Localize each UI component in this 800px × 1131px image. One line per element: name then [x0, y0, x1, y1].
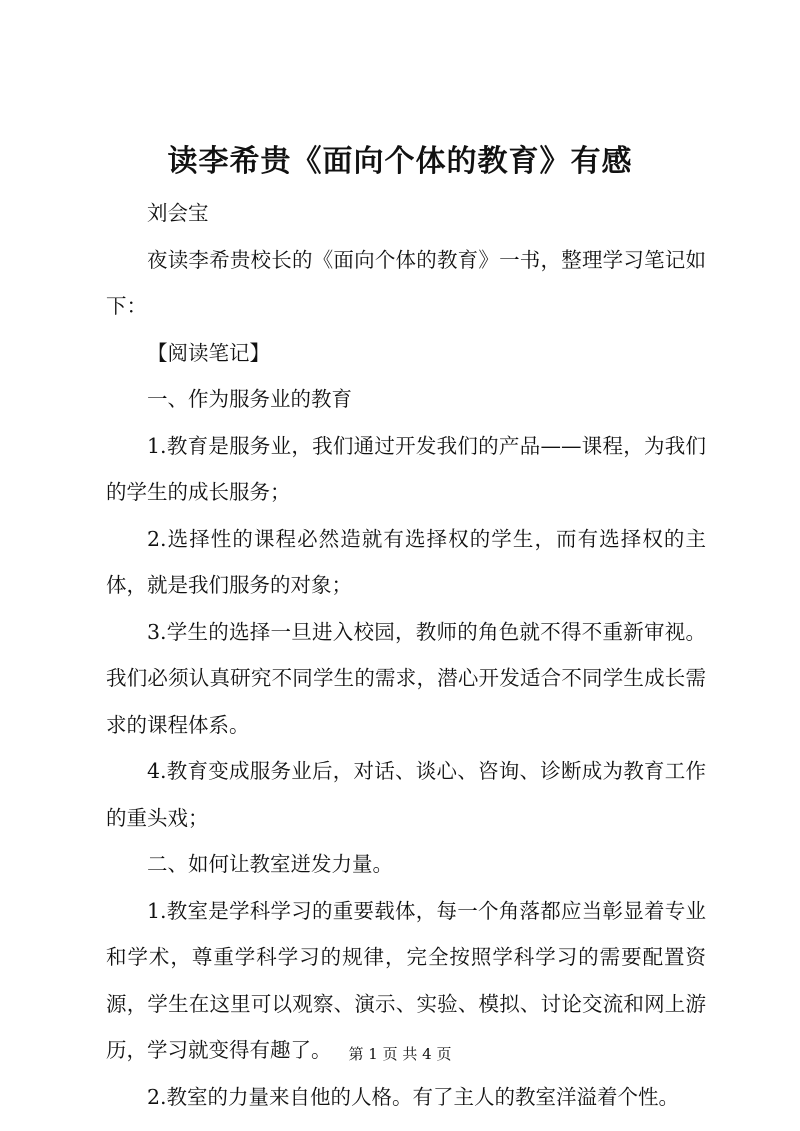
paragraph-intro: 夜读李希贵校长的《面向个体的教育》一书，整理学习笔记如下： — [106, 247, 706, 318]
paragraph-1-2: 2.选择性的课程必然造就有选择权的学生，而有选择权的主体，就是我们服务的对象； — [106, 526, 706, 597]
paragraph-1-1: 1.教育是服务业，我们通过开发我们的产品——课程，为我们的学生的成长服务； — [106, 433, 706, 504]
paragraph-2-2: 2.教室的力量来自他的人格。有了主人的教室洋溢着个性。 — [147, 1084, 680, 1109]
section-heading-1: 一、作为服务业的教育 — [147, 387, 352, 411]
author-line: 刘会宝 — [147, 201, 209, 225]
document-body — [106, 190, 706, 1120]
paragraph-1-3: 3.学生的选择一旦进入校园，教师的角色就不得不重新审视。我们必须认真研究不同学生的需求，潜心开发适合不同学生成长需求的课程体系。 — [106, 619, 706, 737]
document-title: 读李希贵《面向个体的教育》有感 — [167, 144, 633, 179]
page-footer: 第 1 页 共 4 页 — [348, 1045, 452, 1063]
paragraph-2-1: 1.教室是学科学习的重要载体，每一个角落都应当彰显着专业和学术，尊重学科学习的规律，完全按照学科学习的需要配置资源，学生在这里可以观察、演示、实验、模拟、讨论交流和网上游历，学习就变得有趣了。 — [106, 898, 706, 1062]
paragraph-1-4: 4.教育变成服务业后，对话、谈心、咨询、诊断成为教育工作的重头戏； — [106, 759, 706, 830]
section-heading-2: 二、如何让教室迸发力量。 — [147, 852, 393, 876]
section-heading-notes: 【阅读笔记】 — [147, 340, 270, 365]
